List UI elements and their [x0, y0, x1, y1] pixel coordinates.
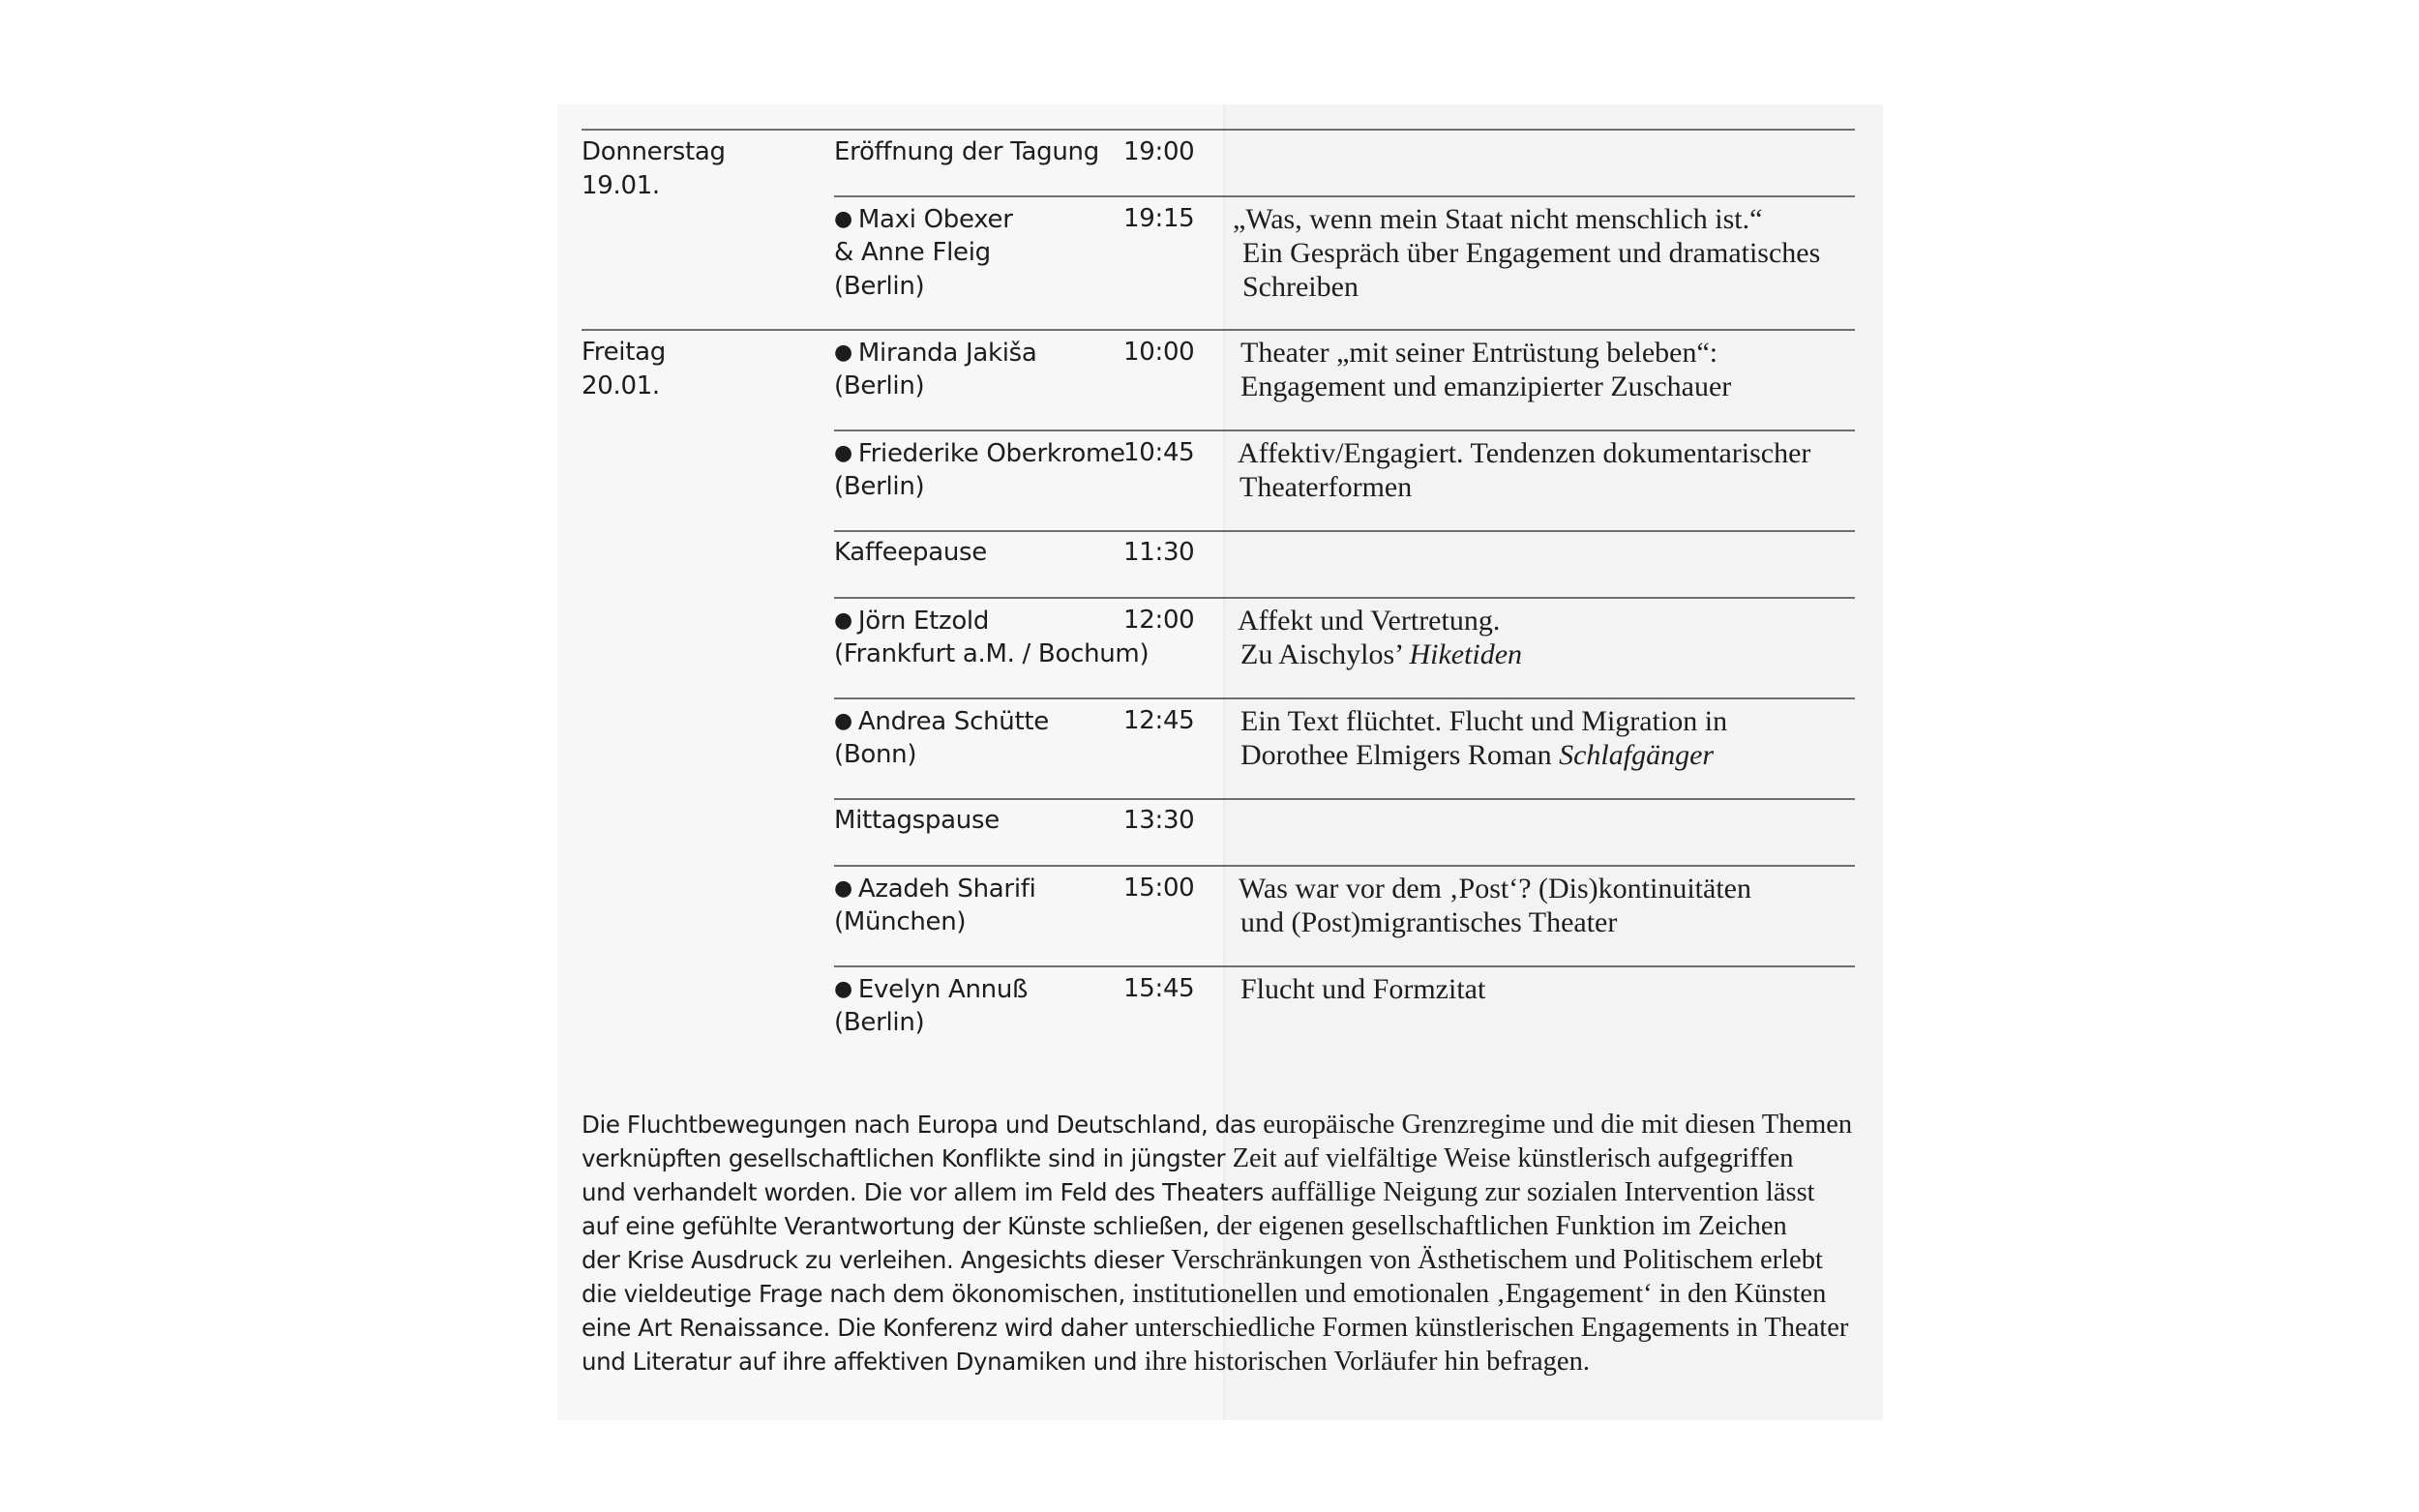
bullet-icon: ●	[834, 977, 852, 1001]
talk-title-text: Dorothee Elmigers Roman	[1240, 739, 1552, 771]
session-speaker	[834, 336, 1037, 371]
day-date: 20.01.	[582, 371, 660, 400]
rule-divider	[834, 430, 1855, 431]
speaker-affiliation: (Berlin)	[834, 1008, 925, 1037]
rule-divider	[834, 530, 1855, 532]
intro-text: die vieldeutige Frage nach dem ökonomischen,	[582, 1280, 1133, 1308]
intro-text: unterschiedliche Formen künstlerischen Engagements in Theater	[1134, 1313, 1849, 1343]
bullet-icon: ●	[834, 341, 852, 365]
bullet-icon: ●	[834, 608, 852, 633]
day-date: 19.01.	[582, 171, 660, 200]
intro-text: und Literatur auf ihre affektiven Dynamiken und	[582, 1348, 1145, 1376]
intro-line	[582, 1175, 1878, 1209]
session-speaker	[834, 704, 1049, 739]
rule-divider	[834, 697, 1855, 699]
talk-title: Theaterformen	[1239, 471, 1413, 503]
talk-title: Affektiv/Engagiert. Tendenzen dokumentarischer	[1238, 437, 1811, 469]
intro-line	[582, 1209, 1878, 1243]
talk-title: Affekt und Vertretung.	[1238, 605, 1501, 637]
speaker-name: Azadeh Sharifi	[857, 875, 1036, 904]
session-name: Eröffnung der Tagung	[834, 137, 1099, 166]
intro-text: verknüpften gesellschaftlichen Konflikte sind in jüngster	[582, 1144, 1233, 1172]
session-time: 19:15	[1123, 204, 1195, 233]
talk-title: und (Post)migrantisches Theater	[1240, 906, 1618, 938]
session-time: 10:45	[1123, 438, 1195, 467]
session-time: 10:00	[1123, 338, 1195, 367]
session-name: Kaffeepause	[834, 538, 987, 567]
rule-divider	[834, 965, 1855, 967]
talk-title: Flucht und Formzitat	[1240, 973, 1486, 1005]
intro-line	[582, 1311, 1878, 1345]
day-name: Freitag	[582, 338, 666, 367]
talk-title	[1240, 637, 1522, 671]
speaker-affiliation: (Frankfurt a.M. / Bochum)	[834, 639, 1150, 668]
rule-divider	[834, 865, 1855, 867]
session-time: 11:30	[1123, 538, 1195, 567]
talk-title: Theater „mit seiner Entrüstung beleben“:	[1240, 337, 1718, 369]
speaker-affiliation: (Berlin)	[834, 472, 925, 501]
intro-line	[582, 1108, 1878, 1141]
session-speaker	[834, 202, 1013, 237]
intro-text: und verhandelt worden. Die vor allem im Feld des Theaters	[582, 1178, 1271, 1206]
talk-title: „Was, wenn mein Staat nicht menschlich ist.“	[1233, 203, 1763, 235]
bullet-icon: ●	[834, 207, 852, 231]
speaker-affiliation: (Berlin)	[834, 371, 925, 400]
speaker-affiliation: (Bonn)	[834, 740, 917, 769]
intro-text: der Krise Ausdruck zu verleihen. Angesichts dieser	[582, 1246, 1172, 1274]
speaker-affiliation: (Berlin)	[834, 272, 925, 301]
intro-text: auffällige Neigung zur sozialen Intervention lässt	[1270, 1177, 1815, 1207]
day-name: Donnerstag	[582, 137, 726, 166]
session-time: 13:30	[1123, 806, 1195, 835]
session-time: 12:00	[1123, 606, 1195, 635]
rule-divider	[834, 798, 1855, 800]
session-speaker	[834, 604, 989, 638]
session-time: 15:00	[1123, 874, 1195, 903]
speaker-name-2: & Anne Fleig	[834, 238, 991, 267]
intro-text: institutionellen und emotionalen ‚Engagement‘ in den Künsten	[1132, 1279, 1827, 1309]
intro-paragraph	[582, 1108, 1878, 1379]
session-speaker	[834, 436, 1125, 471]
bullet-icon: ●	[834, 441, 852, 465]
intro-text: Verschränkungen von Ästhetischem und Politischem erlebt	[1171, 1245, 1823, 1275]
intro-text: europäische Grenzregime und die mit diesen Themen	[1263, 1110, 1853, 1140]
intro-line	[582, 1141, 1878, 1175]
session-time: 12:45	[1123, 706, 1195, 735]
intro-line	[582, 1243, 1878, 1277]
session-speaker	[834, 972, 1028, 1007]
intro-text: Zeit auf vielfältige Weise künstlerisch aufgegriffen	[1232, 1143, 1794, 1173]
intro-text: der eigenen gesellschaftlichen Funktion im Zeichen	[1216, 1211, 1787, 1241]
speaker-name: Maxi Obexer	[857, 205, 1013, 234]
talk-title: Ein Gespräch über Engagement und dramatisches	[1242, 237, 1821, 269]
talk-title-italic: Schlafgänger	[1559, 739, 1715, 771]
talk-title: Schreiben	[1242, 271, 1359, 303]
intro-line	[582, 1277, 1878, 1311]
speaker-name: Andrea Schütte	[857, 707, 1049, 736]
rule-divider	[834, 597, 1855, 599]
talk-title-text: Zu Aischylos’	[1240, 638, 1402, 670]
rule-divider	[834, 195, 1855, 197]
speaker-name: Miranda Jakiša	[857, 339, 1037, 368]
intro-text: ihre historischen Vorläufer hin befragen.	[1144, 1347, 1590, 1377]
session-time: 19:00	[1123, 137, 1195, 166]
speaker-affiliation: (München)	[834, 907, 967, 936]
speaker-name: Jörn Etzold	[857, 607, 990, 636]
intro-line	[582, 1345, 1878, 1379]
intro-text: Die Fluchtbewegungen nach Europa und Deutschland, das	[582, 1111, 1264, 1139]
session-speaker	[834, 872, 1036, 906]
intro-text: auf eine gefühlte Verantwortung der Künste schließen,	[582, 1212, 1217, 1240]
speaker-name: Evelyn Annuß	[857, 975, 1029, 1004]
talk-title: Was war vor dem ‚Post‘? (Dis)kontinuitäten	[1239, 873, 1751, 904]
talk-title: Ein Text flüchtet. Flucht und Migration in	[1240, 705, 1728, 737]
intro-text: eine Art Renaissance. Die Konferenz wird daher	[582, 1314, 1135, 1342]
session-time: 15:45	[1123, 974, 1195, 1003]
talk-title: Engagement und emanzipierter Zuschauer	[1240, 371, 1732, 402]
bullet-icon: ●	[834, 709, 852, 733]
speaker-name: Friederike Oberkrome	[857, 439, 1125, 468]
rule-day-divider	[582, 329, 1855, 331]
rule-top	[582, 129, 1855, 131]
talk-title-italic: Hiketiden	[1409, 638, 1523, 670]
bullet-icon: ●	[834, 876, 852, 901]
talk-title	[1240, 738, 1714, 772]
session-name: Mittagspause	[834, 806, 1000, 835]
